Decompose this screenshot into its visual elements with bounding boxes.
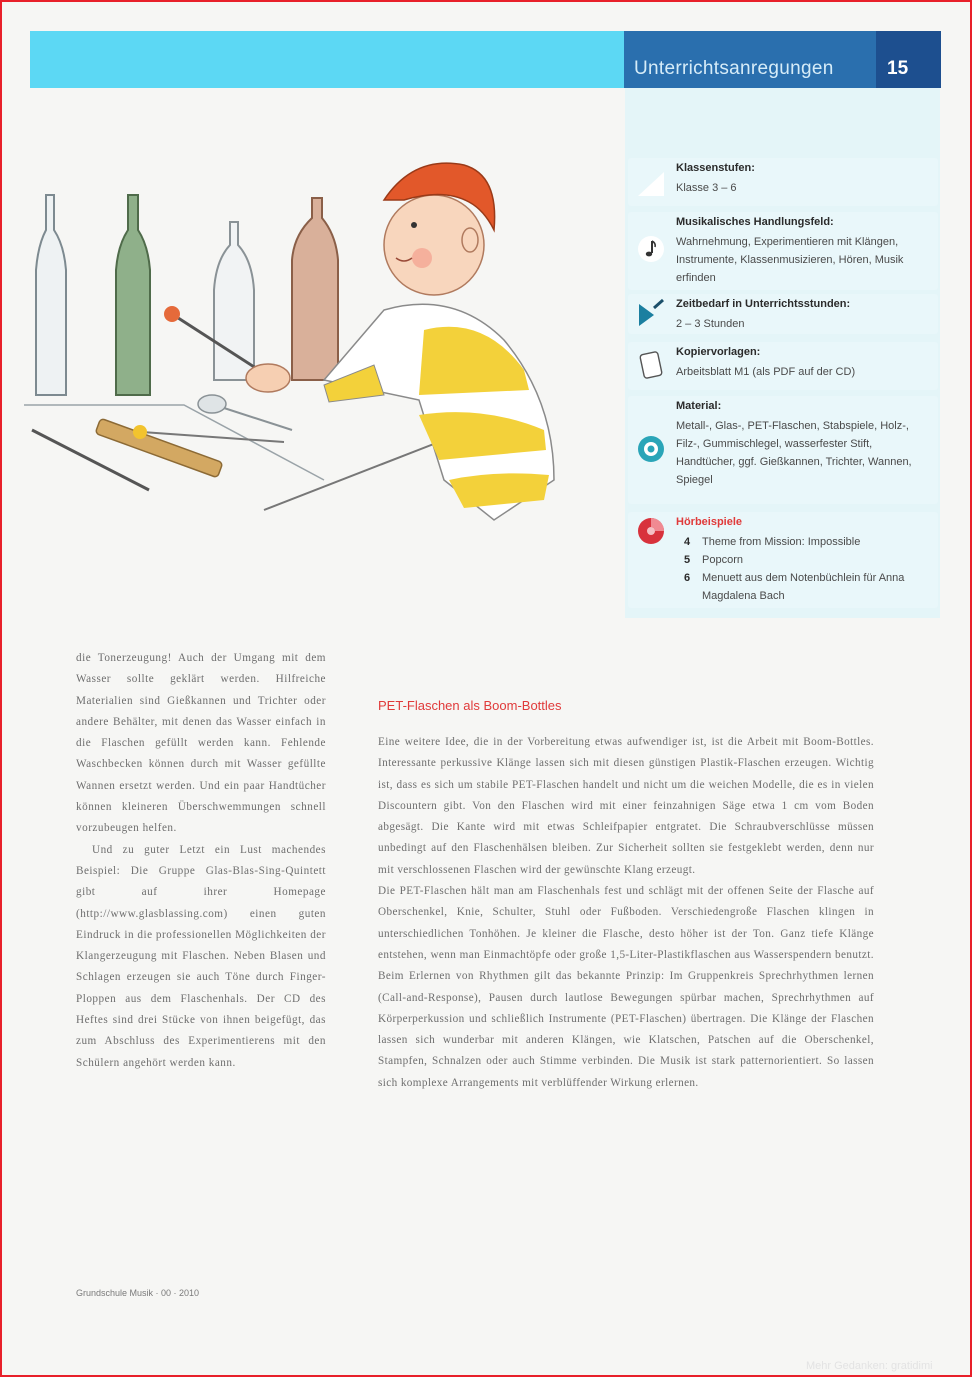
track-number: 6 <box>684 572 691 584</box>
hearing-track <box>676 551 926 569</box>
bottles-illustration <box>24 140 604 540</box>
material-icon <box>636 434 666 464</box>
paragraph: Die PET-Flaschen hält man am Flaschenhals fest und schlägt mit der offenen Seite der Flasche auf Oberschenkel, Knie, Schulter, Stuhl oder Fußboden. Verschiedengroße Flaschen klingen in unterschiedlichen Tonhöhen. Je kleiner die Flasche, desto höher ist der Ton. Ganz tiefe Klänge entstehen, wenn man Einmachtöpfe oder große 1,5-Liter-Plastikflaschen aus Wasserspendern benutzt. Beim Erlernen von Rhythmen gilt das bekannte Prinzip: Im Gruppenkreis Sprechrhythmen lernen (Call-and-Response), Pausen durch lautlose Bewegungen spürbar machen, Sprechrhythmen auf Körperperkussion und schließlich Instrumente (PET-Flaschen) übertragen. Die Klänge der Flaschen lassen sich wunderbar mit anderen Klängen, wie Klatschen, Patschen auf die Oberschenkel, Stampfen, Schnalzen oder auch Stimme verbinden. Die Musik ist stark patternorientiert. So lassen sich komplexe Arrangements mit verblüffender Wirkung erlernen. <box>378 885 874 1089</box>
info-card-title: Musikalisches Handlungsfeld: <box>676 216 834 228</box>
track-title: Popcorn <box>702 554 743 566</box>
left-text-column <box>76 648 326 1074</box>
bottle-green-icon <box>116 195 150 395</box>
info-card-text: Metall-, Glas-, PET-Flaschen, Stabspiele, Holz-, Filz-, Gummischlegel, wasserfester Stift, Handtücher, ggf. Gießkannen, Trichter, Wannen, Spiegel <box>676 420 912 486</box>
info-card-text: Klasse 3 – 6 <box>676 182 737 194</box>
info-card-title: Zeitbedarf in Unterrichtsstunden: <box>676 298 851 310</box>
bottle-small-icon <box>214 222 254 380</box>
page-number: 15 <box>887 58 909 79</box>
paragraph: Eine weitere Idee, die in der Vorbereitung etwas aufwendiger ist, ist die Arbeit mit Boom-Bottles. Interessante perkussive Klänge lassen sich mit diesen günstigen Plastik-Flaschen erzeugen. Wichtig ist, dass es sich um stabile PET-Flaschen handelt und nicht um die weichen Modelle, die es in vielen Discountern gibt. Von den Flaschen wird mit einer feinzahnigen Säge etwa 1 cm vom Boden abgesägt. Die Kante wird mit etwas Schleifpapier entgratet. Die Schraubverschlüsse müssen unbedingt auf den Flaschenhälsen bleiben. Zur Sicherheit sollten sie festgeklebt werden, denn nur mit verschlossenen Flaschen wird der gewünschte Klang erzeugt. <box>378 736 874 876</box>
hearing-track <box>676 569 926 605</box>
hearing-list <box>676 533 926 605</box>
info-card-field <box>628 212 938 290</box>
stairs-icon <box>636 168 666 198</box>
section-title: Unterrichtsanregungen <box>634 58 834 79</box>
track-number: 5 <box>684 554 691 566</box>
track-number: 4 <box>684 536 691 548</box>
info-card-title: Kopiervorlagen: <box>676 346 761 358</box>
right-text-column <box>378 732 874 1094</box>
hourglass-icon <box>636 298 666 328</box>
page-number-box <box>876 31 941 88</box>
info-card-time <box>628 294 938 334</box>
info-card-text: Arbeitsblatt M1 (als PDF auf der CD) <box>676 366 856 378</box>
hearing-title: Hörbeispiele <box>676 516 743 528</box>
footer-text: Grundschule Musik · 00 · 2010 <box>76 1288 200 1298</box>
info-card-text: Wahrnehmung, Experimentieren mit Klängen, Instrumente, Klassenmusizieren, Hören, Musik erfinden <box>676 236 904 284</box>
watermark: Mehr Gedanken: gratidimi <box>806 1360 933 1372</box>
bottle-clear-icon <box>36 195 66 395</box>
paragraph: die Tonerzeugung! Auch der Umgang mit dem Wasser sollte geklärt werden. Hilfreiche Materialien sind Gießkannen und Trichter oder andere Behälter, mit denen das Wasser einfach in die Flaschen gefüllt werden kann. Fehlende Waschbecken können durch mit Wasser gefüllte Wannen ersetzt werden. Und ein paar Handtücher können kleineren Überschwemmungen schnell vorzubeugen helfen. <box>76 652 326 835</box>
info-card-material <box>628 396 938 504</box>
paragraph: Und zu guter Letzt ein Lust machendes Beispiel: Die Gruppe Glas-Blas-Sing-Quintett gibt auf ihrer Homepage (http://www.glasblassing.com) einen guten Eindruck in die professionellen Möglichkeiten der Klangerzeugung mit Flaschen. Neben Blasen und Schlagen erzeugen sie auch Töne durch Finger-Ploppen aus dem Flaschenhals. Der CD des Heftes sind drei Stücke von ihnen beigefügt, das zum Abschluss des Experimentierens mit den Schülern angehört werden kann. <box>76 843 326 1069</box>
cd-icon <box>636 516 666 546</box>
music-note-icon <box>636 234 666 264</box>
section-heading: PET-Flaschen als Boom-Bottles <box>378 698 562 713</box>
hearing-track <box>676 533 926 551</box>
copy-sheet-icon <box>636 350 666 380</box>
header-band <box>30 31 624 88</box>
info-card-text: 2 – 3 Stunden <box>676 318 745 330</box>
info-card-grade <box>628 158 938 206</box>
track-title: Theme from Mission: Impossible <box>702 536 861 548</box>
info-card-hearing <box>628 512 938 608</box>
bottle-brown-icon <box>292 198 338 380</box>
info-card-title: Material: <box>676 400 722 412</box>
hearing-list-wrap <box>676 533 926 605</box>
info-card-title: Klassenstufen: <box>676 162 755 174</box>
track-title: Menuett aus dem Notenbüchlein für Anna Magdalena Bach <box>702 572 905 602</box>
info-card-copies <box>628 342 938 390</box>
